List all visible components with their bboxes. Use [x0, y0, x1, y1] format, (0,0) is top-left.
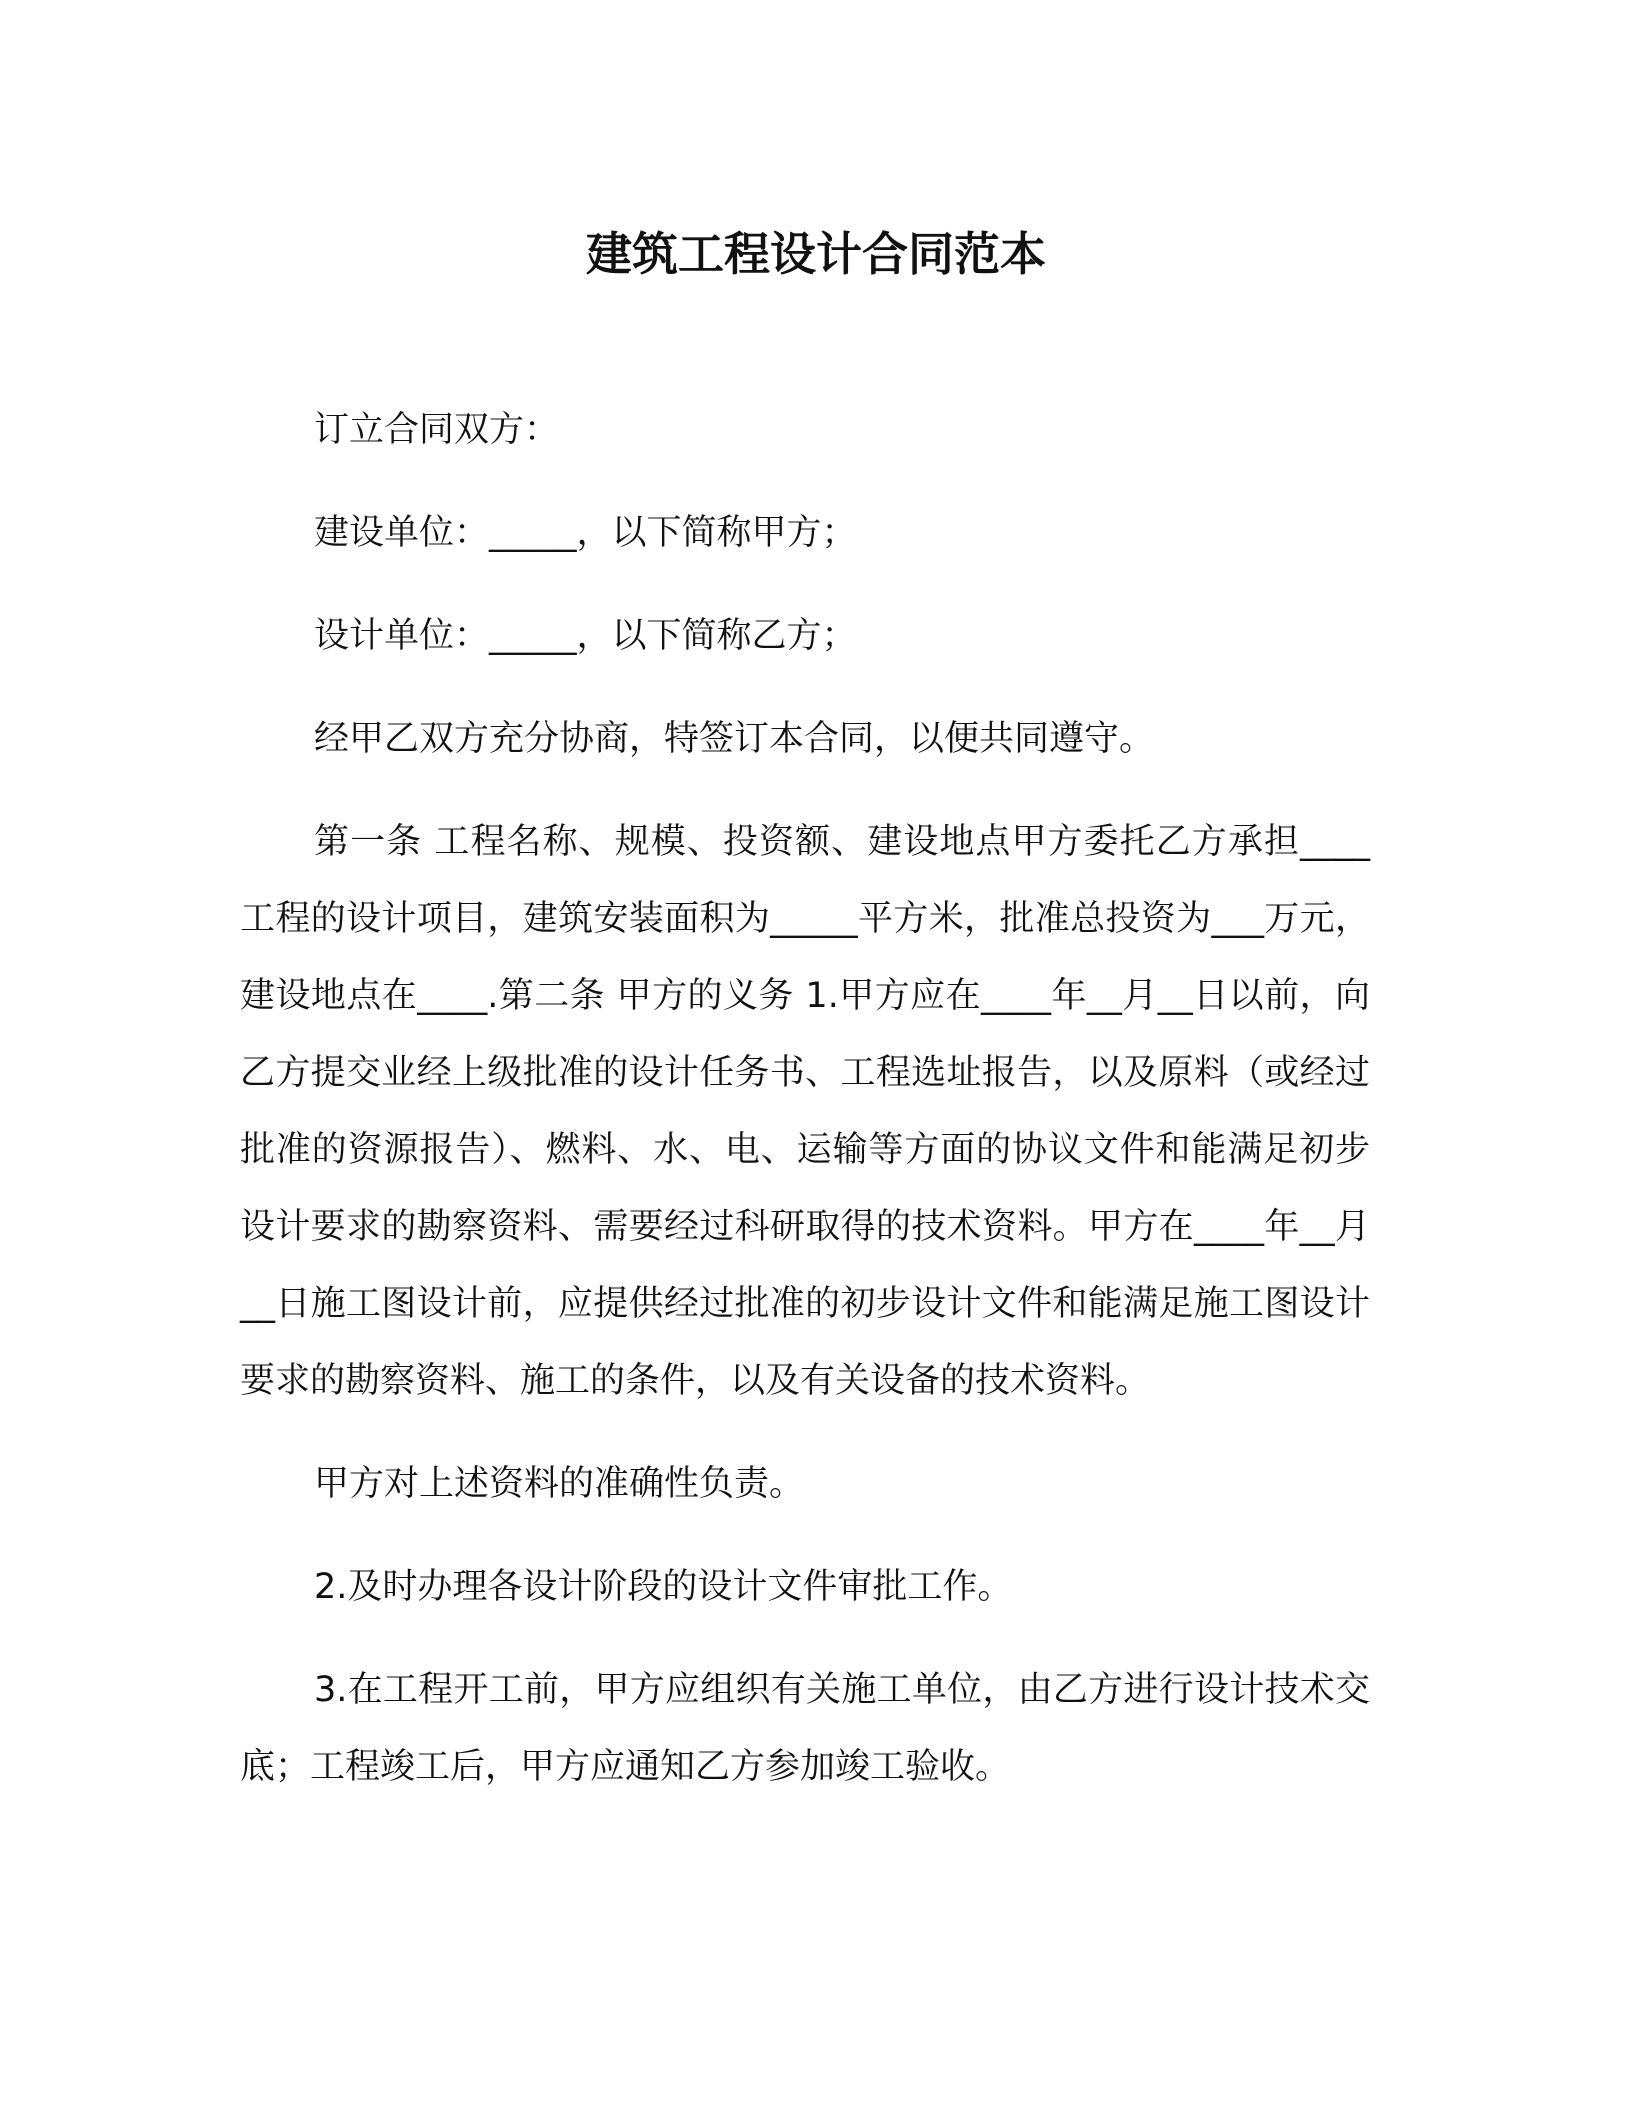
- document-body: [240, 392, 1370, 1832]
- document-title: 建筑工程设计合同范本: [586, 227, 1046, 281]
- paragraph-construction: 3.在工程开工前，甲方应组织有关施工单位，由乙方进行设计技术交底；工程竣工后，甲方应通知乙方参加竣工验收。: [240, 1670, 1370, 1787]
- paragraph-agreement: 经甲乙双方充分协商，特签订本合同，以便共同遵守。: [314, 719, 1155, 759]
- paragraph-parties-heading: 订立合同双方：: [314, 410, 560, 450]
- paragraph-party-a: 建设单位：_____，以下简称甲方；: [314, 513, 857, 553]
- paragraph-accuracy: 甲方对上述资料的准确性负责。: [314, 1464, 805, 1504]
- paragraph-party-b: 设计单位：_____，以下简称乙方；: [314, 616, 857, 656]
- paragraph-article-one-two: 第一条 工程名称、规模、投资额、建设地点甲方委托乙方承担____工程的设计项目，建筑安装面积为_____平方米，批准总投资为___万元，建设地点在____.第二条 甲方的义务 1.甲方应在____年__月__日以前，向乙方提交业经上级批准的设计任务书、工程选址报告，以及原料（或经过批准的资源报告）、燃料、水、电、运输等方面的协议文件和能满足初步设计要求的勘察资料、需要经过科研取得的技术资料。甲方在____年__月__日施工图设计前，应提供经过批准的初步设计文件和能满足施工图设计要求的勘察资料、施工的条件，以及有关设备的技术资料。: [240, 822, 1370, 1401]
- paragraph-approval: 2.及时办理各设计阶段的设计文件审批工作。: [314, 1567, 1013, 1607]
